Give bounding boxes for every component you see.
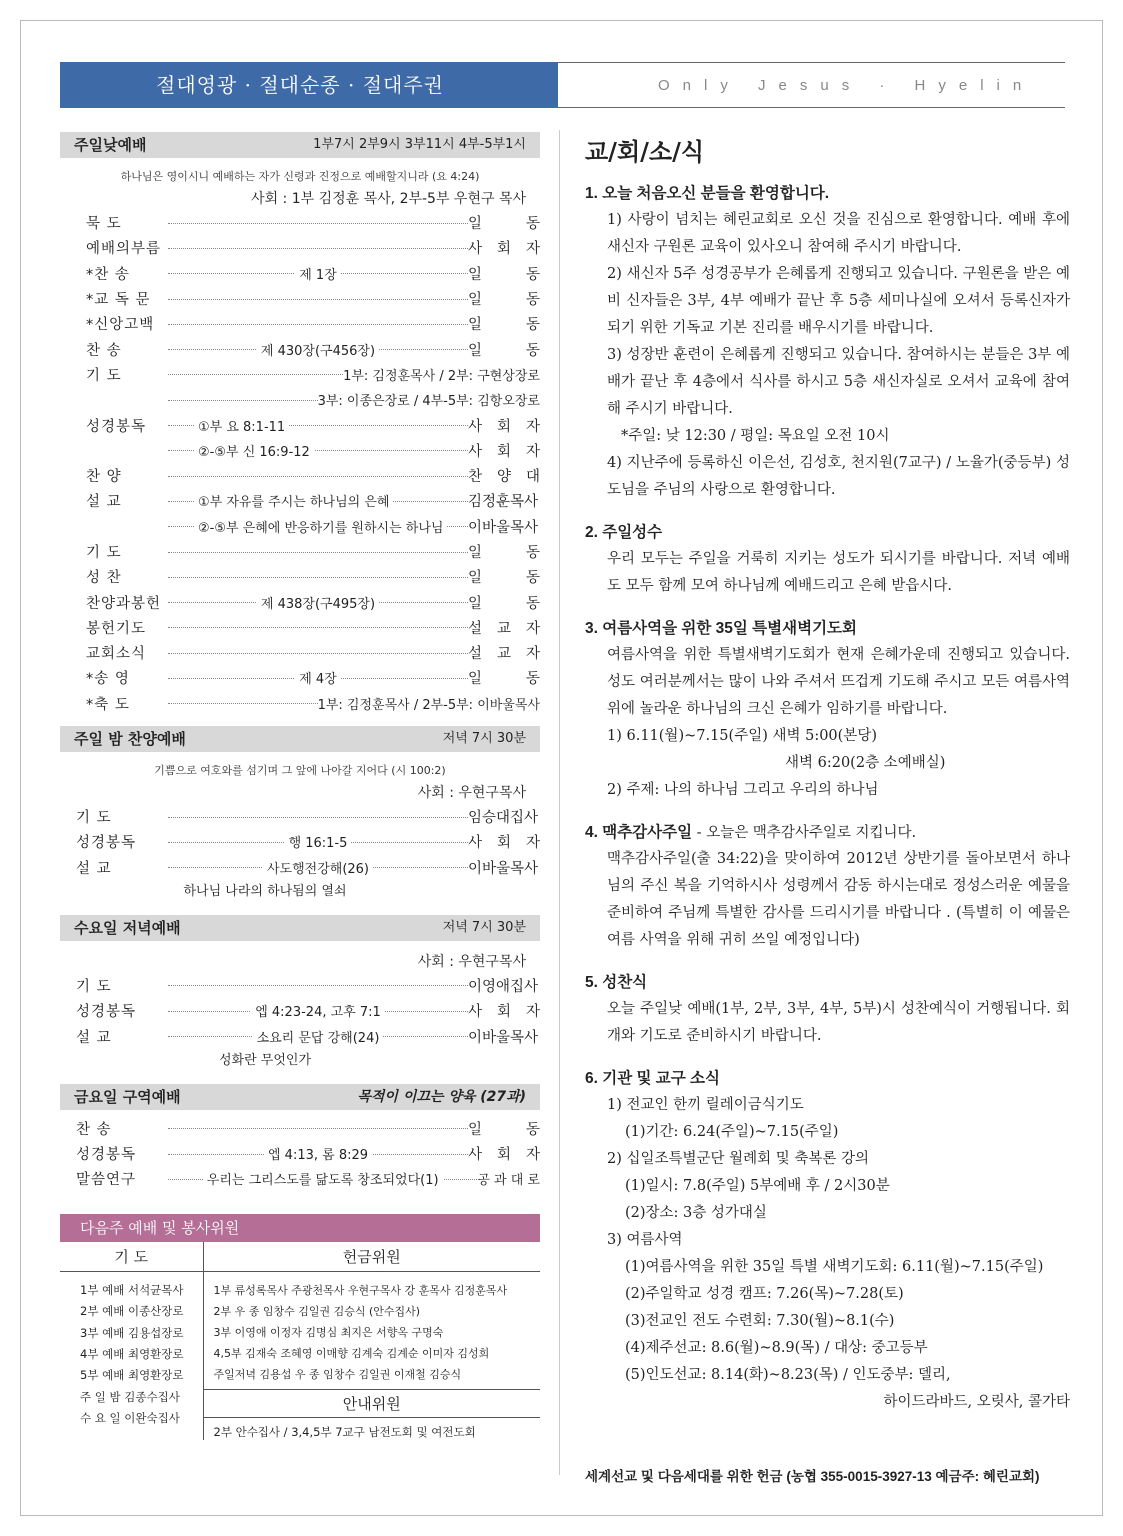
- news-3-text: 여름사역을 위한 특별새벽기도회가 현재 은혜가운데 진행되고 있습니다. 성도 여러분께서는 많이 나와 주셔서 뜨겁게 기도해 주시고 모든 여름사역위에 놀라운 하나님의 크신 은혜가 임하기를 바랍니다.: [607, 647, 1070, 717]
- wed-order-list: [60, 973, 540, 1049]
- order-responsible: 이영애집사: [468, 978, 539, 995]
- dot-leader: [168, 1128, 468, 1129]
- order-detail-text: 제 438장(구495장): [257, 593, 379, 612]
- motto-banner: 절대영광 · 절대순종 · 절대주권: [60, 62, 558, 108]
- order-detail-text: 소요리 문답 강해(24): [253, 1027, 384, 1046]
- news-6-line: (2)주일학교 성경 캠프: 7.26(목)~7.28(토): [625, 1286, 904, 1302]
- news-4-heading: [585, 820, 1070, 842]
- offering-entry: 주일저녁 김용섭 우 종 임창수 김일권 이재철 김승식: [213, 1368, 462, 1382]
- dot-leader: [168, 627, 468, 628]
- order-label: 교회소식: [86, 646, 147, 663]
- offering-list: [203, 1272, 540, 1390]
- news-6-line: 3) 여름사역: [607, 1232, 683, 1248]
- order-responsible: 사 회 자: [468, 443, 540, 460]
- order-detail: [168, 438, 468, 463]
- order-responsible: 일 동: [468, 595, 540, 612]
- order-label: *신앙고백: [86, 317, 155, 334]
- next-week-panel: [60, 1214, 540, 1441]
- dot-leader: [168, 817, 468, 818]
- order-responsible: 일 동: [468, 671, 540, 688]
- order-row: [60, 855, 540, 880]
- order-row: [60, 1166, 540, 1191]
- order-detail-text: 엡 4:23-24, 고후 7:1: [251, 1001, 385, 1020]
- order-responsible: 사 회 자: [468, 835, 540, 852]
- worship-order-column: [60, 132, 540, 1440]
- order-label: 예배의부름: [86, 241, 162, 258]
- order-detail: [168, 1141, 468, 1166]
- fri-order-list: [60, 1116, 540, 1192]
- offering-entry: 3부 이영애 이정자 김명심 최지은 서향옥 구명숙: [213, 1326, 444, 1340]
- order-label: 성경봉독: [86, 418, 147, 435]
- sunday-verse: 하나님은 영이시니 예배하는 자가 신령과 진정으로 예배할지니라 (요 4:24): [120, 170, 480, 183]
- sunday-header: [60, 132, 540, 158]
- wed-host: 사회 : 우현구목사: [417, 953, 526, 970]
- dot-leader: [168, 299, 468, 300]
- order-detail-text: 제 4장: [295, 668, 341, 687]
- order-row: [60, 539, 540, 564]
- dot-leader: [168, 703, 318, 704]
- news-4-subtitle: - 오늘은 맥추감사주일로 지킵니다.: [692, 825, 917, 841]
- order-detail-text: 우리는 그리스도를 닮도록 창조되었다(1): [203, 1169, 443, 1188]
- order-detail: [168, 615, 468, 640]
- wed-sermon-subtitle: 성화란 무엇인가: [218, 1052, 312, 1068]
- order-detail-text: 사도행전강해(26): [263, 858, 373, 877]
- news-3-line: 2) 주제: 나의 하나님 그리고 우리의 하나님: [607, 782, 879, 798]
- order-responsible: 3부: 이종은장로 / 4부-5부: 김항오장로: [318, 390, 540, 409]
- order-responsible: 설 교 자: [468, 620, 540, 637]
- prayer-entry: 1부 예배 서석균목사: [80, 1283, 184, 1298]
- order-detail: [168, 1116, 468, 1141]
- order-responsible: 일 동: [468, 545, 540, 561]
- order-responsible: 일 동: [468, 292, 540, 309]
- order-detail: [168, 336, 468, 361]
- dot-leader: [168, 223, 468, 224]
- order-row: [60, 336, 540, 361]
- order-detail: [168, 665, 468, 690]
- news-1-item: 3) 성장반 훈련이 은혜롭게 진행되고 있습니다. 참여하시는 분들은 3부 예배가 끝난 후 4층에서 식사를 하시고 5층 새신자실로 오셔서 교육에 참여해 주시기 바랍니다.: [607, 347, 1070, 417]
- news-2-text: 우리 모두는 주일을 거룩히 지키는 성도가 되시기를 바랍니다. 저녁 예배도 모두 함께 모여 하나님께 예배드리고 은혜 받읍시다.: [607, 551, 1070, 594]
- dot-leader: [168, 248, 468, 249]
- prayer-entry: 수 요 일 이완숙집사: [80, 1410, 180, 1425]
- night-time: 저녁 7시 30분: [442, 730, 526, 746]
- prayer-entry: 4부 예배 최영환장로: [80, 1347, 184, 1361]
- order-label: 찬 송: [76, 1121, 112, 1138]
- order-detail: [168, 1023, 468, 1048]
- order-row: [60, 804, 540, 829]
- order-detail: [168, 973, 468, 998]
- order-detail-text: 행 16:1-5: [285, 832, 352, 851]
- order-row: [60, 998, 540, 1023]
- next-week-table: [60, 1242, 540, 1441]
- night-order-list: [60, 804, 540, 880]
- order-row: [60, 589, 540, 614]
- order-responsible: 일 동: [468, 570, 540, 587]
- order-label: 성경봉독: [76, 1004, 137, 1021]
- news-6-line: (1)여름사역을 위한 35일 특별 새벽기도회: 6.11(월)~7.15(주일): [625, 1259, 1044, 1275]
- order-label: 기 도: [86, 367, 122, 384]
- wed-time: 저녁 7시 30분: [442, 919, 526, 935]
- order-responsible: 이바울목사: [468, 519, 539, 536]
- order-row: [60, 463, 540, 488]
- order-row: [60, 235, 540, 260]
- dot-leader: [168, 400, 318, 401]
- news-2-heading: 2. 주일성수: [585, 524, 663, 541]
- news-6-line: 하이드라바드, 오릿사, 콜가타: [883, 1394, 1070, 1410]
- news-6-line: 2) 십일조특별군단 월례회 및 축복론 강의: [607, 1151, 870, 1167]
- order-label: 찬양과봉헌: [86, 595, 162, 612]
- dot-leader: [168, 374, 343, 375]
- order-detail: [168, 362, 343, 387]
- dot-leader: [168, 324, 468, 325]
- order-detail: [168, 261, 468, 286]
- order-row: [60, 1141, 540, 1166]
- offering-entry: 1부 류성록목사 주광천목사 우현구목사 강 훈목사 김정훈목사: [213, 1284, 508, 1298]
- order-responsible: 임승대집사: [468, 810, 539, 827]
- order-detail-text: ②-⑤부 은혜에 반응하기를 원하시는 하나님: [194, 517, 447, 536]
- order-label: 성경봉독: [76, 1147, 137, 1164]
- order-label: 성 찬: [86, 570, 122, 587]
- tagline: Only Jesus · Hyelin: [558, 62, 1065, 108]
- dot-leader: [168, 476, 468, 477]
- order-row: [60, 691, 540, 716]
- order-row: [60, 1023, 540, 1048]
- order-responsible: 이바울목사: [468, 1029, 539, 1046]
- news-3-heading: 3. 여름사역을 위한 35일 특별새벽기도회: [585, 620, 857, 637]
- order-row: [60, 615, 540, 640]
- order-responsible: 사 회 자: [468, 418, 540, 435]
- news-1-heading: 1. 오늘 처음오신 분들을 환영합니다.: [585, 185, 830, 202]
- order-detail: [168, 514, 468, 539]
- news-3-line: 1) 6.11(월)~7.15(주일) 새벽 5:00(본당): [607, 728, 877, 744]
- prayer-list: [60, 1272, 203, 1441]
- order-label: 기 도: [76, 978, 112, 995]
- usher-col-header: 안내위원: [342, 1395, 401, 1414]
- order-detail-text: 제 1장: [295, 264, 341, 283]
- order-label: 말씀연구: [76, 1172, 137, 1189]
- order-responsible: 설 교 자: [468, 646, 540, 663]
- order-detail-text: ①부 자유를 주시는 하나님의 은혜: [194, 491, 393, 510]
- night-title: 주일 밤 찬양예배: [74, 729, 186, 748]
- dot-leader: [168, 552, 468, 553]
- order-detail-text: 엡 4:13, 롬 8:29: [264, 1144, 372, 1163]
- order-label: 기 도: [76, 810, 112, 827]
- order-label: 설 교: [76, 1029, 112, 1046]
- dot-leader: [168, 577, 468, 578]
- order-label: *교 독 문: [86, 292, 151, 309]
- fri-lesson: 목적이 이끄는 양육 (27과): [357, 1088, 526, 1105]
- news-5-text: 오늘 주일낮 예배(1부, 2부, 3부, 4부, 5부)시 성찬예식이 거행됩니다. 회개와 기도로 준비하시기 바랍니다.: [607, 1001, 1070, 1044]
- dot-leader: [168, 985, 468, 986]
- prayer-entry: 5부 예배 최영환장로: [80, 1368, 184, 1383]
- order-row: [60, 488, 540, 513]
- order-responsible: 찬 양 대: [468, 469, 540, 486]
- dot-leader: [168, 653, 468, 654]
- order-responsible: 일 동: [468, 317, 540, 334]
- sunday-host: 사회 : 1부 김정훈 목사, 2부-5부 우현구 목사: [251, 191, 526, 207]
- news-1-schedule: *주일: 낮 12:30 / 평일: 목요일 오전 10시: [621, 428, 890, 444]
- offering-col-header: 헌금위원: [342, 1247, 401, 1266]
- fri-title: 금요일 구역예배: [74, 1087, 181, 1106]
- order-label: *찬 송: [86, 266, 130, 283]
- order-responsible: 공 과 대 로: [477, 1169, 540, 1188]
- order-detail: [168, 640, 468, 665]
- sunday-title: 주일낮예배: [74, 136, 147, 154]
- offering-entry: 2부 우 종 임창수 김일권 김승식 (안수집사): [213, 1305, 421, 1319]
- news-6-line: (5)인도선교: 8.14(화)~8.23(목) / 인도중부: 델리,: [625, 1367, 951, 1383]
- news-1-item: 2) 새신자 5주 성경공부가 은혜롭게 진행되고 있습니다. 구원론을 받은 예비 신자들은 3부, 4부 예배가 끝난 후 5층 세미나실에 오셔서 등록신자가 되기 위한 기독교 기본 진리를 배우시기를 바랍니다.: [607, 266, 1070, 336]
- order-detail: [168, 564, 468, 589]
- next-week-title: 다음주 예배 및 봉사위원: [60, 1214, 540, 1242]
- news-6-heading: 6. 기관 및 교구 소식: [585, 1070, 720, 1087]
- order-label: 설 교: [86, 494, 122, 511]
- news-title: 교/회/소/식: [585, 137, 705, 166]
- news-6-line: (3)전교인 전도 수련회: 7.30(월)~8.1(수): [625, 1313, 895, 1329]
- order-detail-text: 제 430장(구456장): [257, 340, 379, 359]
- order-responsible: 일 동: [468, 216, 540, 233]
- night-host: 사회 : 우현구목사: [417, 784, 526, 801]
- order-detail: [168, 488, 468, 513]
- sunday-times: 1부7시 2부9시 3부11시 4부-5부1시: [313, 137, 526, 152]
- order-detail: [168, 311, 468, 336]
- order-row: [60, 640, 540, 665]
- news-6-line: (2)장소: 3층 성가대실: [625, 1205, 767, 1221]
- order-responsible: 사 회 자: [468, 1147, 540, 1164]
- night-header: [60, 726, 540, 752]
- order-detail: [168, 463, 468, 488]
- order-detail: [168, 691, 318, 716]
- order-label: 설 교: [76, 860, 112, 877]
- order-detail: [168, 998, 468, 1023]
- news-1-item: 1) 사랑이 넘치는 혜린교회로 오신 것을 진심으로 환영합니다. 예배 후에 새신자 구원론 교육이 있사오니 참여해 주시기 바랍니다.: [607, 212, 1070, 255]
- wed-title: 수요일 저녁예배: [74, 918, 181, 937]
- order-label: 묵 도: [86, 216, 122, 233]
- news-6-line: (1)기간: 6.24(주일)~7.15(주일): [625, 1124, 839, 1140]
- offering-account-footer: 세계선교 및 다음세대를 위한 헌금 (농협 355-0015-3927-13 예금주: 혜린교회): [585, 1469, 1040, 1484]
- offering-entry: 4,5부 김재숙 조혜영 이매향 김계숙 김계순 이미자 김성희: [213, 1347, 490, 1361]
- prayer-entry: 3부 예배 김용섭장로: [80, 1325, 184, 1340]
- prayer-entry: 2부 예배 이종산장로: [80, 1304, 184, 1319]
- order-responsible: 사 회 자: [468, 1004, 540, 1021]
- order-detail: [168, 412, 468, 437]
- order-responsible: 일 동: [468, 266, 540, 283]
- fri-header: [60, 1084, 540, 1110]
- order-responsible: 이바울목사: [468, 860, 539, 877]
- order-responsible: 일 동: [468, 1121, 540, 1138]
- news-3-line: 새벽 6:20(2층 소예배실): [785, 755, 946, 771]
- order-label: 봉헌기도: [86, 620, 147, 637]
- news-6-line: (4)제주선교: 8.6(월)~8.9(목) / 대상: 중고등부: [625, 1340, 928, 1356]
- prayer-col-header: 기 도: [60, 1242, 203, 1272]
- order-detail: [168, 286, 468, 311]
- order-row: [60, 387, 540, 412]
- order-detail-text: ①부 요 8:1-11: [194, 416, 289, 435]
- order-row: [60, 438, 540, 463]
- order-row: [60, 311, 540, 336]
- order-label: 찬 양: [86, 469, 122, 486]
- news-6-line: 1) 전교인 한끼 릴레이금식기도: [607, 1097, 804, 1113]
- order-detail: [168, 589, 468, 614]
- order-row: [60, 829, 540, 854]
- order-detail: [168, 210, 468, 235]
- order-row: [60, 412, 540, 437]
- sunday-order-list: [60, 210, 540, 716]
- order-detail: [168, 235, 468, 260]
- order-detail: [168, 855, 468, 880]
- order-responsible: 사 회 자: [468, 241, 540, 258]
- order-responsible: 1부: 김정훈목사 / 2부: 구현상장로: [343, 365, 540, 384]
- news-5-heading: 5. 성찬식: [585, 974, 648, 991]
- wed-header: [60, 915, 540, 941]
- order-label: *송 영: [86, 671, 130, 688]
- prayer-entry: 주 일 밤 김종수집사: [80, 1389, 180, 1404]
- usher-list: 2부 안수집사 / 3,4,5부 7교구 남전도회 및 여전도회: [213, 1425, 476, 1440]
- order-row: [60, 261, 540, 286]
- order-row: [60, 210, 540, 235]
- column-divider: [559, 130, 560, 1475]
- news-1-item: 4) 지난주에 등록하신 이은선, 김성호, 천지원(7교구) / 노율가(중등부) 성도님을 주님의 사랑으로 환영합니다.: [607, 455, 1070, 498]
- news-4-text: 맥추감사주일(출 34:22)을 맞이하여 2012년 상반기를 돌아보면서 하나님의 주신 복을 기억하시사 성령께서 감동 하시는대로 정성스러운 예물을 준비하여 주님께 특별한 감사를 드리시기를 바랍니다 . (특별히 이 예물은 여름 사역을 위해 귀히 쓰일 예정입니다): [607, 851, 1070, 948]
- order-row: [60, 973, 540, 998]
- church-news-column: [585, 132, 1070, 1416]
- order-detail: [168, 539, 468, 564]
- order-detail-text: ②-⑤부 신 16:9-12: [194, 441, 314, 460]
- order-row: [60, 286, 540, 311]
- order-label: 찬 송: [86, 342, 122, 359]
- order-row: [60, 514, 540, 539]
- order-responsible: 1부: 김정훈목사 / 2부-5부: 이바울목사: [318, 694, 540, 713]
- order-label: 기 도: [86, 545, 122, 561]
- order-row: [60, 564, 540, 589]
- order-detail: [168, 387, 318, 412]
- order-detail: [168, 829, 468, 854]
- order-detail: [168, 1166, 477, 1191]
- order-detail: [168, 804, 468, 829]
- order-row: [60, 362, 540, 387]
- order-responsible: 일 동: [468, 342, 540, 359]
- news-6-list: [585, 1092, 1070, 1416]
- order-label: 성경봉독: [76, 835, 137, 852]
- night-sermon-subtitle: 하나님 나라의 하나됨의 열쇠: [183, 883, 347, 899]
- order-label: *축 도: [86, 696, 130, 713]
- night-verse: 기쁨으로 여호와를 섬기며 그 앞에 나아갈 지어다 (시 100:2): [154, 763, 446, 777]
- order-row: [60, 1116, 540, 1141]
- order-responsible: 김정훈목사: [468, 494, 539, 511]
- news-6-line: (1)일시: 7.8(주일) 5부예배 후 / 2시30분: [625, 1178, 890, 1194]
- news-4-title: 4. 맥추감사주일: [585, 824, 693, 841]
- order-row: [60, 665, 540, 690]
